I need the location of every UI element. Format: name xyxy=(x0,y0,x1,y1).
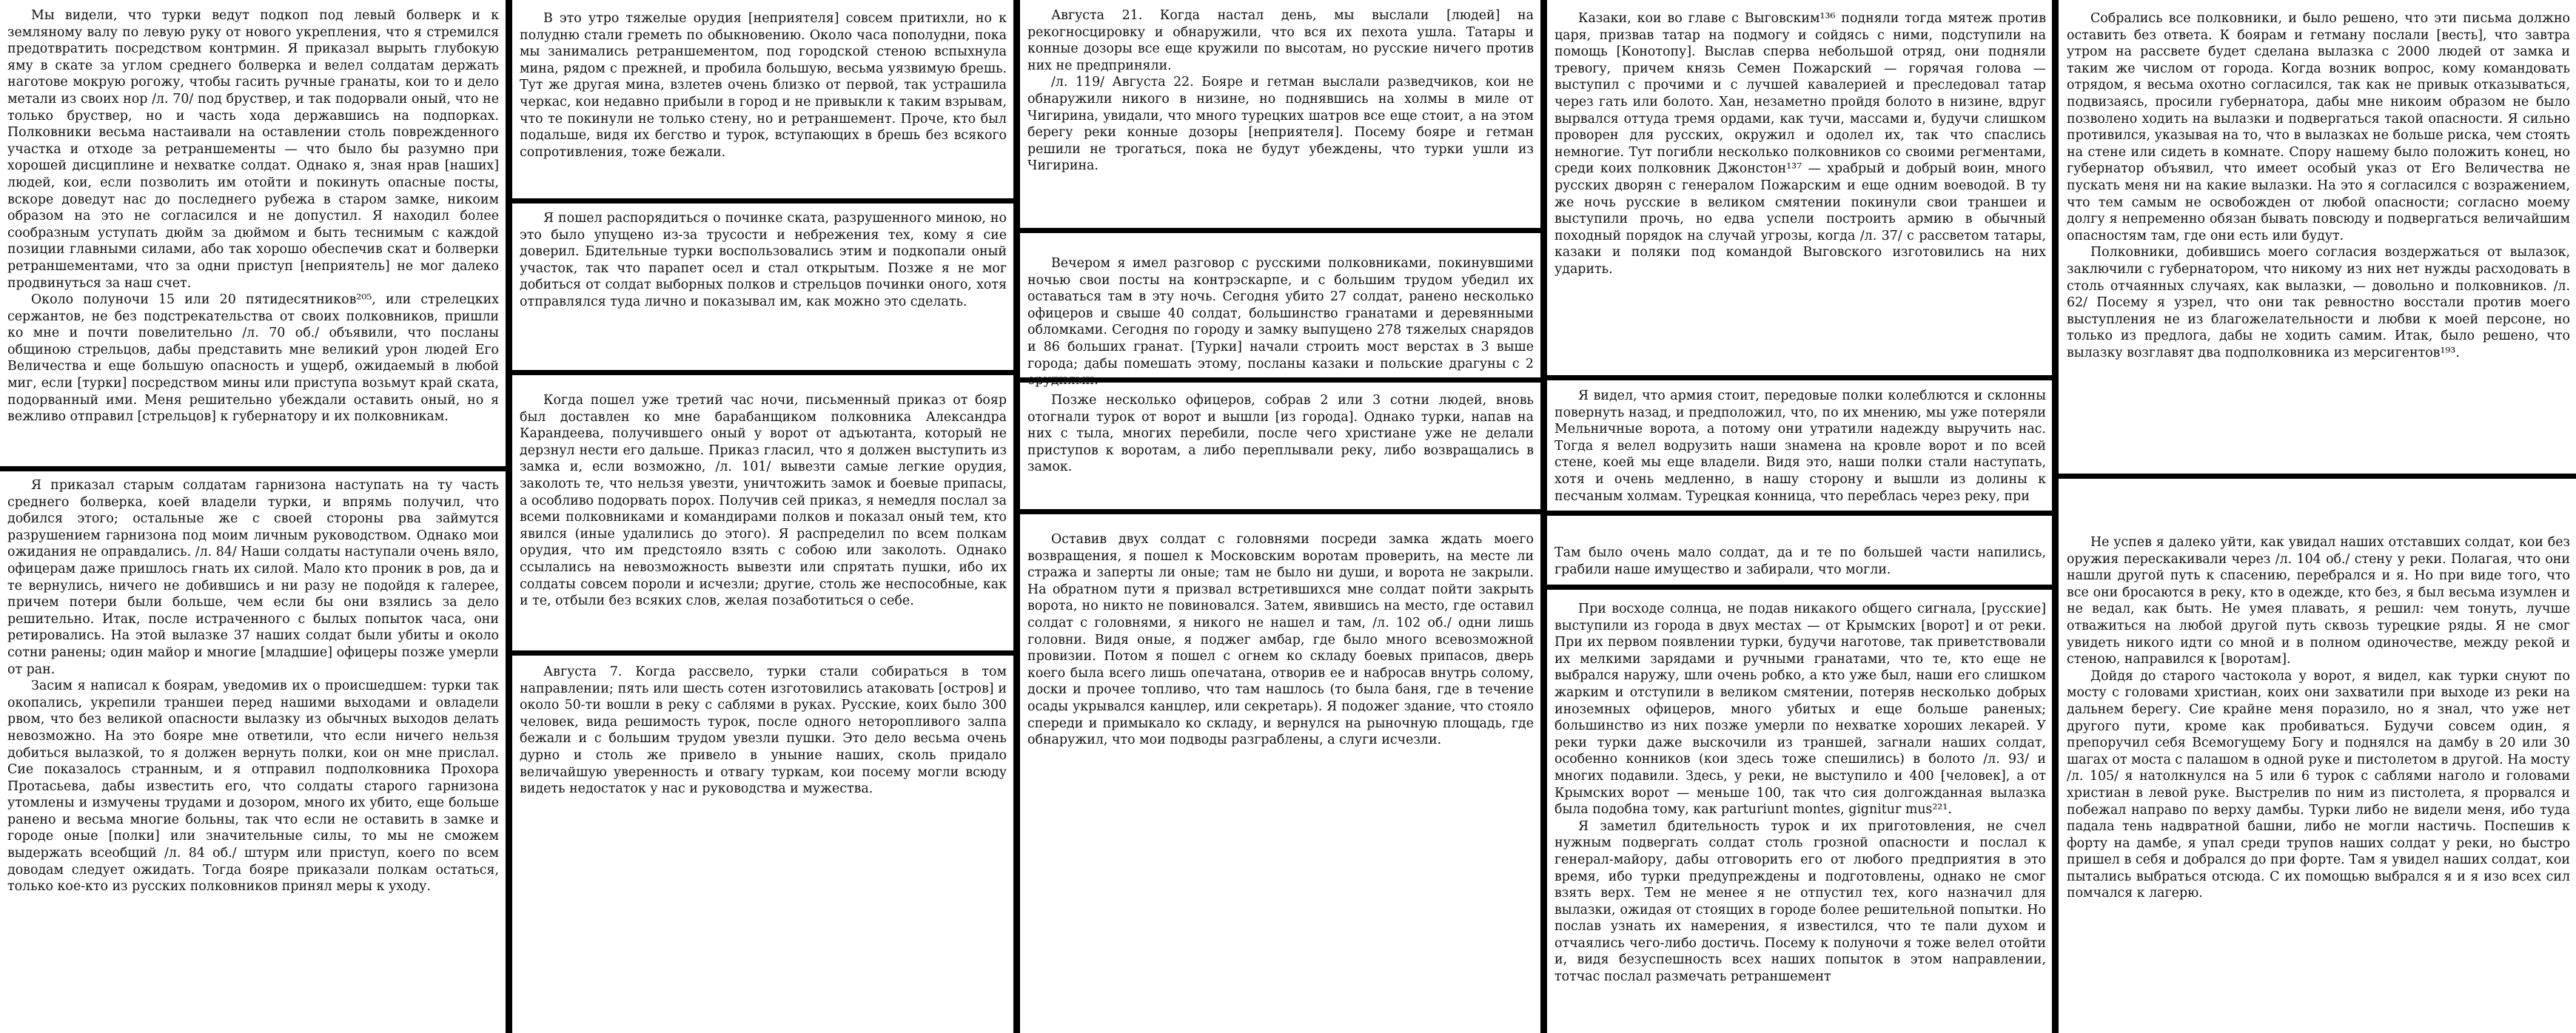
text-block-c4c xyxy=(1554,545,2046,583)
block-divider xyxy=(512,650,1013,656)
paragraph: Позже несколько офицеров, собрав 2 или 3 сотни людей, вновь отогнали турок от ворот и вышли [из города]. Однако турки, напав на них с тыла, многих перебили, после чего христиане уже не делали приступов к воротам, а либо переплывали реку, либо возвращались в замок. xyxy=(1027,393,1534,475)
text-block-c4d xyxy=(1554,601,2046,1030)
block-divider xyxy=(2059,474,2576,479)
paragraph: Августа 7. Когда рассвело, турки стали собираться в том направлении; пять или шесть сотен изготовились атаковать [остров] и около 50-ти вошли в реку с саблями в руках. Русские, коих было 300 человек, вида решимость турок, после одного неторопливого залпа бежали и с большим трудом увезли пушки. Это дело весьма очень дурно и столь же привело в уныние наших, сколь придало величайшую уверенность и отвагу туркам, кои посему могли всюду видеть недостаток у нас и руководства и мужества. xyxy=(520,664,1007,797)
paragraph: Не успев я далеко уйти, как увидал наших отставших солдат, кои без оружия перескакивали через /л. 104 об./ стену у реки. Полагая, что они нашли другой путь к спасению, перебрался и я. Но при виде того, что все они бросаются в реку, кто в одежде, кто без, я был весьма изумлен и не ведал, как быть. Не умея плавать, я решил: чем тонуть, лучше отважиться на любой другой путь сквозь турецкие ряды. Я не смог увидеть никого идти со мной и в полном одиночестве, между рекой и стеною, направился к [воротам]. xyxy=(2067,535,2570,667)
paragraph: Августа 21. Когда настал день, мы выслали [людей] на рекогносцировку и обнаружили, что вся их пехота ушла. Татары и конные дозоры все еще кружили по высотам, но русские ничего против них не предприняли. xyxy=(1027,8,1534,73)
block-divider xyxy=(1020,509,1540,514)
paragraph: Мы видели, что турки ведут подкоп под левый болверк и к земляному валу по левую руку от нового укрепления, что я стремился предотвратить посредством контрмин. Я приказал вырыть глубокую яму в скате за углом среднего болверка и велел солдатам держать наготове мокрую рогожу, чтобы гасить ручные гранаты, кои то и дело метали из своих нор /л. 70/ под бруствер, и так подорвали оный, что не только бруствер, но и часть хода державшись на подпорках. Полковники весьма настаивали на оставлении столь поврежденного участка и отходе за ретраншементы — что было бы разумно при хорошей дисциплине и нехватке солдат. Однако я, зная нрав [наших] людей, кои, если позволить им отойти и покинуть опасные посты, вскоре доведут нас до последнего рубежа в старом замке, никоим образом на это не согласился и не допустил. Я находил более сообразным уступать дюйм за дюймом и быть теснимым с каждой позиции главными силами, або так хорошо обеспечив скат и болверки ретраншементами, что за одни приступ [неприятель] не мог далеко продвинуться за наш счет. xyxy=(7,8,499,291)
column-divider-4 xyxy=(2052,0,2059,1033)
text-block-c1b xyxy=(7,477,499,1029)
block-divider xyxy=(1547,585,2052,590)
paragraph: Я видел, что армия стоит, передовые полки колеблются и склонны повернуть назад, и предположил, что, по их мнению, мы уже потеряли Мельничные ворота, а потому они утратили надежду выручить нас. Тогда я велел водрузить наши знамена на кровле ворот и по всей стене, коей мы еще владели. Видя это, наши полки стали наступать, хотя и очень медленно, в нашу сторону и вышли из долины к песчаным холмам. Турецкая конница, что переблась через реку, при xyxy=(1554,388,2046,504)
text-block-c3b xyxy=(1027,255,1534,388)
text-block-c5b xyxy=(2067,534,2570,1030)
paragraph: Я заметил бдительность турок и их приготовления, не счел нужным подвергать солдат столь грозной опасности и послал к генерал-майору, дабы отговорить его от любого предприятия в это время, ибо турки предупреждены и подготовлены, однако не смог взять верх. Тем не менее я не отпустил тех, кого назначил для вылазки, ожидая от стоящих в городе более решительной попытки. Но послав узнать их намерения, я известился, что те пали духом и отчаялись чего-либо достичь. Посему к полуночи я тоже велел отойти и, видя безуспешность всех наших попыток в этом направлении, тотчас послал размечать ретраншемент xyxy=(1554,818,2046,985)
text-block-c5a xyxy=(2067,10,2570,471)
column-divider-2 xyxy=(1013,0,1020,1033)
paragraph: Казаки, кои во главе с Выговским¹³⁶ подняли тогда мятеж против царя, призвав татар на подмогу и сойдясь с ними, подступили на помощь [Конотопу]. Выслав сперва небольшой отряд, они подняли тревогу, причем князь Семен Пожарский — горячая голова — выступил с прочими и с лучшей кавалерией и преследовал татар через гать или болото. Хан, незаметно пройдя болото в низине, вдруг вырвался оттуда тремя ордами, как тучи, массами и, будучи слишком проворен для русских, окружил и одолел их, так что спаслись немногие. Тут погибли несколько полковников со своими регментами, среди коих полковник Джонстон¹³⁷ — храбрый и добрый воин, много русских дворян с генералом Пожарским и еще одним воеводой. В ту же ночь русские в великом смятении покинули свои траншеи и выступили прочь, но едва успели построить армию в обычный походный порядок на случай угрозы, когда /л. 37/ с рассветом татары, казаки и поляки под командой Выговского изготовились на них ударить. xyxy=(1554,11,2046,277)
paragraph: Я пошел распорядиться о починке ската, разрушенного миною, но это было упущено из-за трусости и небрежения тех, кому я сие доверил. Бдительные турки воспользовались этим и подкопали оный участок, так что парапет осел и стал открытым. Позже я не мог добиться от солдат выборных полков и стрельцов починки оного, хотя отправлялся туда лично и показывал им, как можно это сделать. xyxy=(520,211,1007,309)
paragraph: При восходе солнца, не подав никакого общего сигнала, [русские] выступили из города в двух местах — от Крымских [ворот] и от реки. При их первом появлении турки, будучи наготове, так приветствовали их мелкими зарядами и ручными гранатами, что те, кто еще не выбрался наружу, шли очень робко, а кто уже был, наши его слишком жарким и отступили в великом смятении, потеряв несколько добрых иноземных офицеров, много убитых и еще больше раненых; большинство из них позже умерли по нехватке хороших лекарей. У реки турки даже выскочили из траншей, загнали наших солдат, особенно конников (кои здесь тоже спешились) в болото /л. 93/ и многих подавили. Здесь, у реки, не выступило и 400 [человек], а от Крымских ворот — меньше 100, так что сия долгожданная вылазка была подобна тому, как parturiunt montes, gignitur mus²²¹. xyxy=(1554,602,2046,818)
paragraph: Я приказал старым солдатам гарнизона наступать на ту часть среднего болверка, коей владели турки, и впрямь получил, что добился этого; остальные же с своей стороны рва займутся разрушением гарнизона под моим личным руководством. Однако мои ожидания не оправдались. /л. 84/ Наши солдаты наступали очень вяло, офицерам даже пришлось гнать их силой. Мало кто проник в ров, да и те вернулись, ничего не добившись и ни разу не подойдя к галерее, причем потери были больше, чем если бы они взялись за дело решительно. Итак, после истраченного с былых попыток часа, они ретировались. На этой вылазке 37 наших солдат были убиты и около сотни ранены; один майор и многие [младшие] офицеры позже умерли от ран. xyxy=(7,478,499,677)
text-block-c3d xyxy=(1027,531,1534,1030)
paragraph: Вечером я имел разговор с русскими полковниками, покинувшими ночью свои посты на контрэскарпе, и с большим трудом убедил их оставаться там в эту ночь. Сегодня убито 27 солдат, ранено несколько офицеров и свыше 40 солдат, большинство гранатами и деревянными обломками. Сегодня по городу и замку выпущено 278 тяжелых снарядов и 86 больших гранат. [Турки] начали строить мост верстах в 3 выше города; дабы помешать этому, посланы казаки и польские драгуны с 2 орудиями. xyxy=(1027,256,1534,388)
paragraph: Около полуночи 15 или 20 пятидесятников²⁰⁵, или стрелецких сержантов, не без подстрекательства от своих полковников, пришли ко мне и почти повелительно /л. 70 об./ объявили, что посланы общиною стрельцов, дабы представить мне великий урон людей Его Величества и еще большую опасность и ущерб, ожидаемый в любой миг, если [турки] посредством мины или приступа возьмут край ската, подорванный ими. Меня решительно убеждали оставить оный, но я вежливо отправил [стрельцов] к губернатору и их полковникам. xyxy=(7,292,499,425)
text-block-c2d xyxy=(520,664,1007,1030)
paragraph: Полковники, добившись моего согласия воздержаться от вылазок, заключили с губернатором, что никому из них нет нужды расходовать в столь отчаянных случаях, как вылазки, — довольно и полковников. /л. 62/ Посему я узрел, что они так ревностно восстали против моего выступления не из благожелательности и любви к моей персоне, но только из предлога, дабы не ходить самим. Итак, было решено, что вылазку возглавят два подполковника из мерсигентов¹⁹³. xyxy=(2067,245,2570,360)
paragraph: Оставив двух солдат с головнями посреди замка ждать моего возвращения, я пошел к Московским воротам проверить, на месте ли стража и заперты ли оные; там не было ни души, и ворота не закрыли. На обратном пути я призвал встретившихся мне солдат пойти закрыть ворота, но никто не повиновался. Затем, явившись на место, где оставил солдат с головнями, я никого не нашел и там, /л. 102 об./ одни лишь головни. Видя оные, я поджег амбар, где было много всевозможной провизии. Потом я пошел с огнем ко складу боевых припасов, дверь коего была всего лишь опечатана, отворив ее и набросав внутрь солому, доски и прочее топливо, что там нашлось (то была баня, где в течение осады укрывался канцлер, или секретарь). Я подожег здание, что стояло спереди и примыкало ко складу, и вернулся на рыночную площадь, где обнаружил, что мои подводы разграблены, а слуги исчезли. xyxy=(1027,532,1534,748)
paragraph: Там было очень мало солдат, да и те по большей части напились, грабили наше имущество и забирали, что могли. xyxy=(1554,545,2046,577)
paragraph: В это утро тяжелые орудия [неприятеля] совсем притихли, но к полудню стали греметь по обыкновению. Около часа пополудни, пока мы занимались ретраншементом, под городской стеною вспыхнула мина, рядом с прежней, и пробила большую, весьма уязвимую брешь. Тут же другая мина, взлетев очень близко от первой, так устрашила черкас, кои недавно прибыли в город и не привыкли к таким взрывам, что те покинули не только стену, но и ретраншемент. Проче, кто был подальше, видя их бегство и турок, вступающих в брешь без всякого сопротивления, тоже бежали. xyxy=(520,11,1007,160)
column-divider-3 xyxy=(1540,0,1547,1033)
text-block-c2b xyxy=(520,210,1007,367)
paragraph: Когда пошел уже третий час ночи, письменный приказ от бояр был доставлен ко мне барабанщиком полковника Александра Карандеева, получившего оный у ворот от адъютанта, который не дерзнул нести его дальше. Приказ гласил, что я должен выступить из замка и, если возможно, /л. 101/ вывезти самые легкие орудия, заколоть те, что нельзя увезти, уничтожить замок и боевые припасы, а особливо подорвать порох. Получив сей приказ, я немедля послал за всеми полковниками и командирами полков и показал оный тем, кто явился (иные удалились до этого). Я распределил по всем полкам орудия, что им предстояло взять с собою или заколоть. Однако ссылались на невозможность вывезти или спрятать пушки, ибо их солдаты совсем пороли и исчезли; другие, столь же неспособные, как и те, отбыли без всяких слов, желая позаботиться о себе. xyxy=(520,393,1007,609)
text-block-c3c xyxy=(1027,392,1534,506)
column-divider-1 xyxy=(506,0,512,1033)
text-block-c2c xyxy=(520,392,1007,647)
block-divider xyxy=(512,198,1013,203)
paragraph: Собрались все полковники, и было решено, что эти письма должно оставить без ответа. К боярам и гетману послали [весть], что завтра утром на рассвете будет сделана вылазка с 2000 людей от замка и таким же числом от города. Когда возник вопрос, кому командовать отрядом, я весьма охотно согласился, так как не привык отказываться, подвизаясь, просили губернатора, дабы мне никоим образом не было позволено ходить на вылазки и подвергаться такой опасности. Я сильно противился, указывая на то, что в вылазках не больше риска, чем стоять на стене или сидеть в комнате. Спору нашему было положить конец, но губернатор объявил, что имеет особый указ от Его Величества не пускать меня ни на какие вылазки. На это я согласился с возражением, что тем самым не освобожден от любой опасности; согласно моему долгу я непременно обязан бывать повсюду и подвергаться величайшим опасностям там, где они есть или будут. xyxy=(2067,11,2570,243)
paragraph: Засим я написал к боярам, уведомив их о происшедшем: турки так окопались, укрепили траншеи перед нашими выходами и овладели рвом, что без великой опасности вылазку из обычных выходов делать невозможно. На это бояре мне ответили, что если ничего нельзя добиться вылазкой, то я должен вернуть полки, кои он мне прислал. Сие показалось странным, и я отправил подполковника Прохора Протасьева, дабы известить его, что солдаты старого гарнизона утомлены и измучены трудами и дозором, много их убито, еще больше ранено и весьма многие больны, так что если не оставить в замке и городе оные [полки] или значительные силы, то мы не сможем выдержать всеобщий /л. 84 об./ штурм или приступ, коего по всем доводам следует ожидать. Тогда бояре приказали полкам остаться, только кое-кто из русских полковников принял меры к уходу. xyxy=(7,679,499,895)
block-divider xyxy=(1020,228,1540,233)
block-divider xyxy=(1547,375,2052,380)
block-divider xyxy=(1547,511,2052,516)
block-divider xyxy=(0,466,506,471)
block-divider xyxy=(512,370,1013,375)
text-block-c1a xyxy=(7,7,499,462)
paragraph: /л. 119/ Августа 22. Бояре и гетман выслали разведчиков, кои не обнаружили никого в низине, но поднявшись на холмы в миле от Чигирина, увидали, что много турецких шатров все еще стоит, а на этом берегу реки конные дозоры [неприятеля]. Посему бояре и гетман решили не трогаться, пока не будут убеждены, что турки ушли из Чигирина. xyxy=(1027,75,1534,174)
text-block-c3a xyxy=(1027,7,1534,226)
text-block-c4a xyxy=(1554,10,2046,373)
text-block-c2a xyxy=(520,10,1007,195)
text-block-c4b xyxy=(1554,388,2046,508)
paragraph: Дойдя до старого частокола у ворот, я видел, как турки снуют по мосту с головами христиан, коих они захватили при выходе из реки на дальнем берегу. Сие крайне меня поразило, но я знал, что уже нет другого пути, кроме как пробиваться. Будучи совсем один, я препоручил себя Всемогущему Богу и поднялся на дамбу в 20 или 30 шагах от моста с палашом в одной руке и пистолетом в другой. На мосту /л. 105/ я натолкнулся на 5 или 6 турок с саблями наголо и головами христиан в левой руке. Выстрелив по ним из пистолета, я прорвался и побежал направо по верху дамбы. Турки либо не видели меня, ибо туда падала тень надвратной башни, либо не могли настичь. Поспешив к форту на дамбе, я упал среди трупов наших солдат у реки, но быстро пришел в себя и добрался до при форте. Там я увидел наших солдат, кои пытались выбраться отсюда. С их помощью выбрался я и я изо всех сил помчался к лагерю. xyxy=(2067,668,2570,901)
